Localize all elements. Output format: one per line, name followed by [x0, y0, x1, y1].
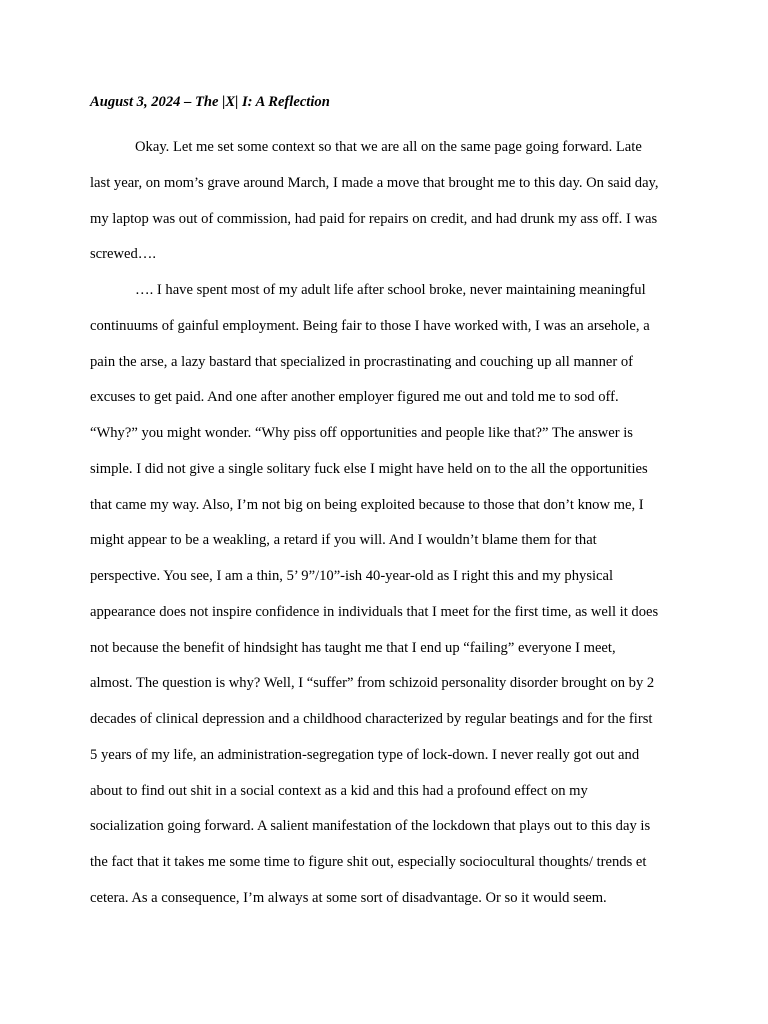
text-line: continuums of gainful employment. Being fair to those I have worked with, I was an arsehole, a: [90, 317, 650, 334]
text-line: pain the arse, a lazy bastard that specialized in procrastinating and couching up all manner of: [90, 353, 634, 370]
text-line: perspective. You see, I am a thin, 5’ 9”/10”-ish 40-year-old as I right this and my physical: [90, 568, 614, 584]
text-line: simple. I did not give a single solitary fuck else I might have held on to the all the opportunities: [90, 460, 648, 477]
text-line: 5 years of my life, an administration-segregation type of lock-down. I never really got out and: [90, 746, 640, 763]
text-line: socialization going forward. A salient manifestation of the lockdown that plays out to this day is: [90, 818, 651, 835]
text-line: screwed….: [90, 246, 157, 263]
text-line: decades of clinical depression and a childhood characterized by regular beatings and for the first: [90, 711, 653, 727]
document-title: August 3, 2024 – The |X| I: A Reflection: [90, 94, 330, 110]
paragraph-background: [90, 273, 680, 917]
document-body: [90, 130, 680, 917]
text-line: …. I have spent most of my adult life after school broke, never maintaining meaningful: [135, 282, 646, 298]
text-line: excuses to get paid. And one after another employer figured me out and told me to sod off.: [90, 389, 619, 406]
text-line: the fact that it takes me some time to figure shit out, especially sociocultural thoughts/ trends et: [90, 854, 647, 870]
text-line: last year, on mom’s grave around March, I made a move that brought me to this day. On said day,: [90, 174, 659, 191]
text-line: that came my way. Also, I’m not big on being exploited because to those that don’t know me, I: [90, 496, 644, 513]
text-line: “Why?” you might wonder. “Why piss off opportunities and people like that?” The answer is: [90, 425, 633, 441]
paragraph-context: [90, 130, 680, 273]
text-line: Okay. Let me set some context so that we are all on the same page going forward. Late: [135, 139, 642, 155]
text-line: almost. The question is why? Well, I “suffer” from schizoid personality disorder brought on by 2: [90, 675, 655, 692]
text-line: appearance does not inspire confidence in individuals that I meet for the first time, as well it does: [90, 603, 659, 620]
text-line: about to find out shit in a social context as a kid and this had a profound effect on my: [90, 782, 588, 799]
text-line: cetera. As a consequence, I’m always at some sort of disadvantage. Or so it would seem.: [90, 889, 607, 906]
text-line: my laptop was out of commission, had paid for repairs on credit, and had drunk my ass off. I was: [90, 210, 658, 227]
text-line: might appear to be a weakling, a retard if you will. And I wouldn’t blame them for that: [90, 532, 597, 549]
text-line: not because the benefit of hindsight has taught me that I end up “failing” everyone I meet,: [90, 639, 616, 656]
